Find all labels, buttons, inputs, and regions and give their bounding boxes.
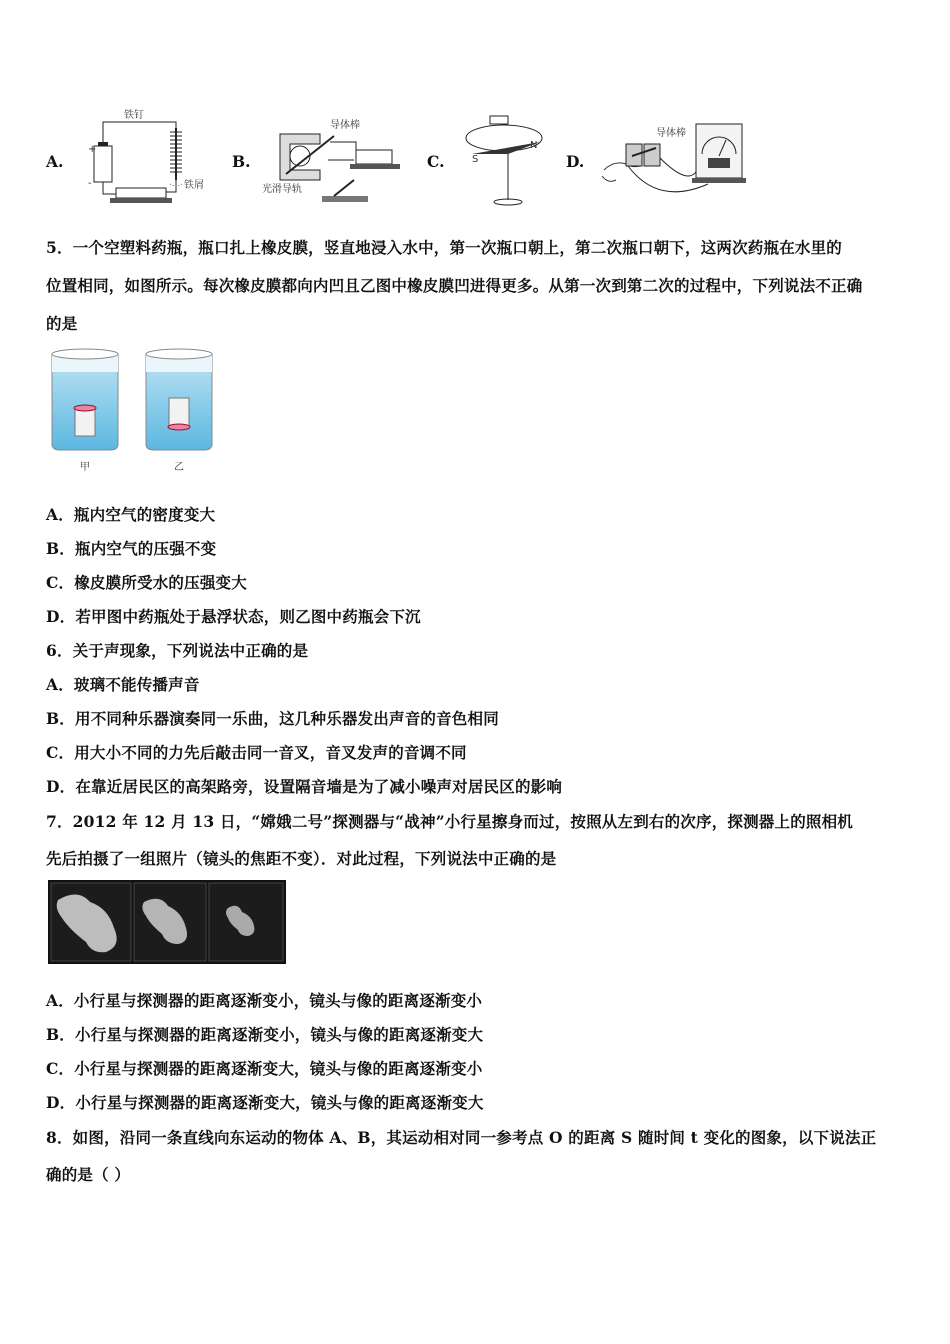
q7-option-a: A．小行星与探测器的距离逐渐变小，镜头与像的距离逐渐变小 (46, 991, 483, 1010)
q4a-label-nail: 铁钉 (124, 110, 144, 121)
q4d-label-rod: 导体棒 (656, 128, 686, 139)
q4-figure-b-magnet-rails (258, 116, 408, 212)
q4-figure-d-galvanometer (598, 118, 748, 208)
q7-figure-asteroid-photos (48, 880, 286, 964)
q6-option-b: B．用不同种乐器演奏同一乐曲，这几种乐器发出声音的音色相同 (46, 709, 499, 728)
q4-option-b-label: B. (232, 152, 251, 171)
q4c-label-s: S (472, 154, 479, 165)
q5-option-a: A．瓶内空气的密度变大 (46, 505, 216, 524)
q5-option-b: B．瓶内空气的压强不变 (46, 539, 217, 558)
q7-stem-line-1: 7．2012 年 12 月 13 日，“嫦娥二号”探测器与“战神”小行星擦身而过，按照从左到右的次序，探测器上的照相机 (46, 812, 854, 831)
q5-stem-line-3: 的是 (46, 314, 78, 333)
q4-option-c-label: C. (427, 152, 445, 171)
q5-label-yi: 乙 (174, 462, 184, 473)
q4-option-a-label: A. (46, 152, 64, 171)
q7-option-b: B．小行星与探测器的距离逐渐变小，镜头与像的距离逐渐变大 (46, 1025, 484, 1044)
q7-option-d: D．小行星与探测器的距离逐渐变大，镜头与像的距离逐渐变大 (46, 1093, 484, 1112)
q5-stem-line-2: 位置相同，如图所示。每次橡皮膜都向内凹且乙图中橡皮膜凹进得更多。从第一次到第二次的过程中，下列说法不正确 (46, 276, 863, 295)
q5-option-d: D．若甲图中药瓶处于悬浮状态，则乙图中药瓶会下沉 (46, 607, 421, 626)
q4c-label-n: N (530, 140, 538, 151)
q5-figure-bottles (46, 346, 221, 476)
q4b-label-rails: 光滑导轨 (262, 184, 302, 195)
q4a-label-filings: 铁屑 (184, 180, 204, 191)
q6-option-d: D．在靠近居民区的高架路旁，设置隔音墙是为了减小噪声对居民区的影响 (46, 777, 563, 796)
q5-option-c: C．橡皮膜所受水的压强变大 (46, 573, 247, 592)
q7-option-c: C．小行星与探测器的距离逐渐变大，镜头与像的距离逐渐变小 (46, 1059, 483, 1078)
q6-option-c: C．用大小不同的力先后敲击同一音叉，音叉发声的音调不同 (46, 743, 467, 762)
svg-text:+: + (88, 144, 97, 155)
q4b-label-rod: 导体棒 (330, 120, 360, 131)
svg-text:-: - (88, 178, 92, 189)
q8-stem-line-2: 确的是（ ） (46, 1165, 131, 1184)
q6-option-a: A．玻璃不能传播声音 (46, 675, 200, 694)
q4-option-d-label: D. (566, 152, 585, 171)
q7-stem-line-2: 先后拍摄了一组照片（镜头的焦距不变）．对此过程，下列说法中正确的是 (46, 849, 557, 868)
q4-figure-c-compass (462, 108, 552, 210)
q6-stem: 6．关于声现象，下列说法中正确的是 (46, 641, 309, 660)
q4-figure-a-electromagnet (86, 108, 216, 208)
q5-stem-line-1: 5．一个空塑料药瓶，瓶口扎上橡皮膜，竖直地浸入水中，第一次瓶口朝上，第二次瓶口朝下，这两次药瓶在水里的 (46, 238, 842, 257)
q8-stem-line-1: 8．如图，沿同一条直线向东运动的物体 A、B，其运动相对同一参考点 O 的距离 S 随时间 t 变化的图象，以下说法正 (46, 1128, 877, 1147)
q5-label-jia: 甲 (80, 462, 90, 473)
